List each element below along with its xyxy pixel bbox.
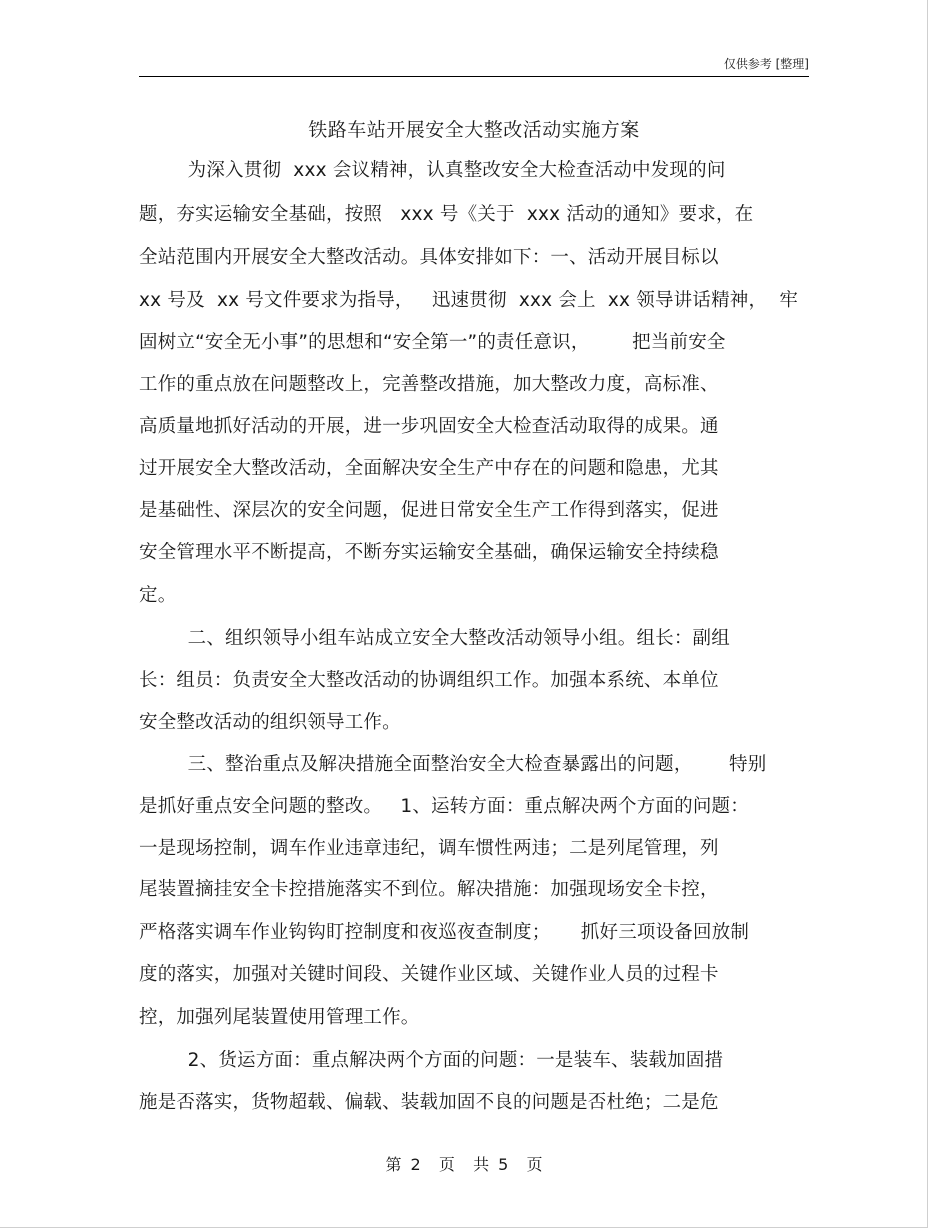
text-line: 一是现场控制，调车作业违章违纪，调车惯性两违；二是列尾管理，列 xyxy=(139,838,719,859)
header-label: 仅供参考 [整理] xyxy=(723,57,809,71)
text-line: 长：组员：负责安全大整改活动的协调组织工作。加强本系统、本单位 xyxy=(139,670,719,691)
text-line: 是抓好重点安全问题的整改。 1、运转方面：重点解决两个方面的问题： xyxy=(139,796,749,817)
text-line: 尾装置摘挂安全卡控措施落实不到位。解决措施：加强现场安全卡控， xyxy=(139,879,719,900)
page-footer: 第 2 页 共 5 页 xyxy=(385,1155,543,1174)
text-line: 严格落实调车作业钩钩盯控制度和夜巡夜查制度； 抓好三项设备回放制 xyxy=(139,922,750,943)
text-line: 安全管理水平不断提高，不断夯实运输安全基础，确保运输安全持续稳 xyxy=(139,542,719,563)
text-line: xx 号及 xx 号文件要求为指导， 迅速贯彻 xxx 会上 xx 领导讲话精神， 牢 xyxy=(139,290,799,311)
text-line: 安全整改活动的组织领导工作。 xyxy=(139,712,401,733)
text-line: 过开展安全大整改活动，全面解决安全生产中存在的问题和隐患，尤其 xyxy=(139,458,719,479)
text-line: 度的落实，加强对关键时间段、关键作业区域、关键作业人员的过程卡 xyxy=(139,964,719,985)
text-line: 施是否落实，货物超载、偏载、装载加固不良的问题是否杜绝；二是危 xyxy=(139,1092,719,1113)
page-header xyxy=(139,56,809,77)
text-line: 控，加强列尾装置使用管理工作。 xyxy=(139,1007,420,1028)
text-line: 固树立“安全无小事”的思想和“安全第一”的责任意识， 把当前安全 xyxy=(139,332,726,353)
text-line: 全站范围内开展安全大整改活动。具体安排如下：一、活动开展目标以 xyxy=(139,247,719,268)
text-line: 2、货运方面：重点解决两个方面的问题：一是装车、装载加固措 xyxy=(139,1050,724,1071)
text-line: 题，夯实运输安全基础，按照 xxx 号《关于 xxx 活动的通知》要求，在 xyxy=(139,204,754,225)
text-line: 二、组织领导小组车站成立安全大整改活动领导小组。组长：副组 xyxy=(139,628,730,649)
text-line: 工作的重点放在问题整改上，完善整改措施，加大整改力度，高标准、 xyxy=(139,374,719,395)
text-line: 三、整治重点及解决措施全面整治安全大检查暴露出的问题， 特别 xyxy=(139,754,767,775)
text-line: 定。 xyxy=(139,585,177,606)
document-title: 铁路车站开展安全大整改活动实施方案 xyxy=(308,119,640,141)
text-line: 为深入贯彻 xxx 会议精神，认真整改安全大检查活动中发现的问 xyxy=(139,160,726,181)
text-line: 高质量地抓好活动的开展，进一步巩固安全大检查活动取得的成果。通 xyxy=(139,416,719,437)
text-line: 是基础性、深层次的安全问题，促进日常安全生产工作得到落实，促进 xyxy=(139,500,719,521)
